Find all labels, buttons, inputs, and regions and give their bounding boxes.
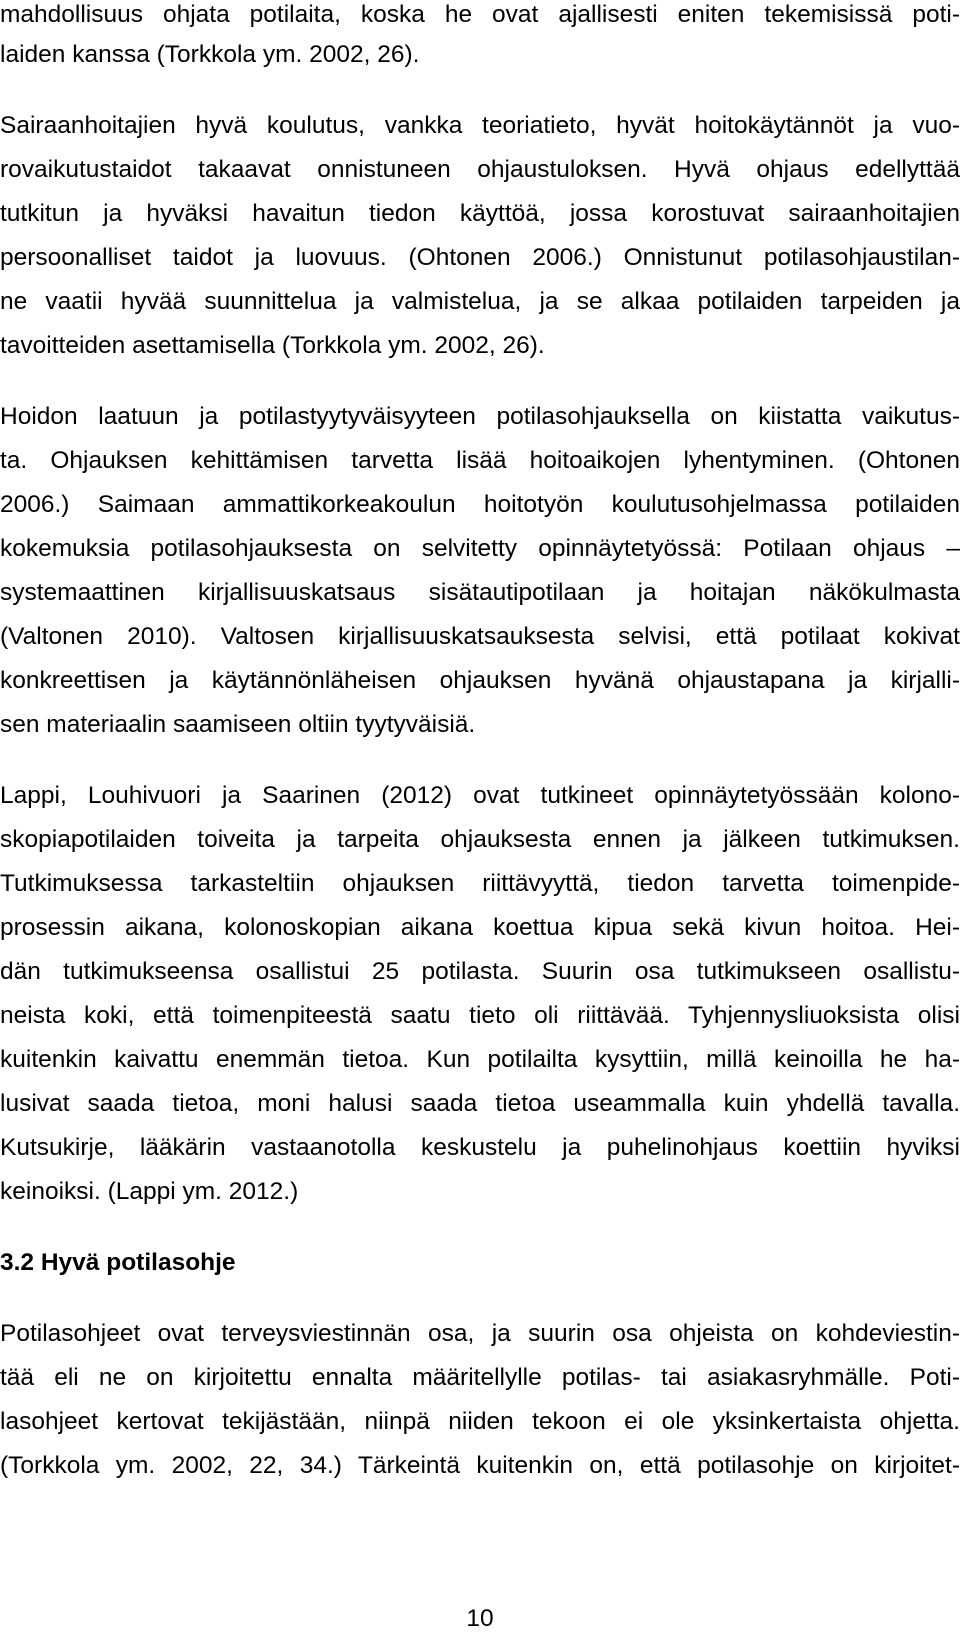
text-line: sen materiaalin saamiseen oltiin tyytyväisiä. [0, 711, 476, 738]
text-line: ta. Ohjauksen kehittämisen tarvetta lisää hoitoaikojen lyhentyminen. (Ohtonen [0, 447, 960, 474]
text-line: kokemuksia potilasohjauksesta on selvitetty opinnäytetyössä: Potilaan ohjaus – [0, 535, 960, 562]
text-line: konkreettisen ja käytännönläheisen ohjauksen hyvänä ohjaustapana ja kirjalli- [0, 667, 960, 694]
section-heading: 3.2 Hyvä potilasohje [0, 1249, 236, 1276]
text-line: (Torkkola ym. 2002, 22, 34.) Tärkeintä kuitenkin on, että potilasohje on kirjoitet- [0, 1452, 960, 1479]
text-line: ne vaatii hyvää suunnittelua ja valmistelua, ja se alkaa potilaiden tarpeiden ja [0, 288, 960, 315]
text-line: neista koki, että toimenpiteestä saatu tieto oli riittävää. Tyhjennysliuoksista olisi [0, 1002, 960, 1029]
text-line: rovaikutustaidot takaavat onnistuneen ohjaustuloksen. Hyvä ohjaus edellyttää [0, 156, 960, 183]
text-line: skopiapotilaiden toiveita ja tarpeita ohjauksesta ennen ja jälkeen tutkimuksen. [0, 826, 960, 853]
text-line: tavoitteiden asettamisella (Torkkola ym. 2002, 26). [0, 332, 545, 359]
text-line: 2006.) Saimaan ammattikorkeakoulun hoitotyön koulutusohjelmassa potilaiden [0, 491, 960, 518]
text-line: (Valtonen 2010). Valtosen kirjallisuuskatsauksesta selvisi, että potilaat kokivat [0, 623, 960, 650]
text-line: dän tutkimukseensa osallistui 25 potilasta. Suurin osa tutkimukseen osallistu- [0, 958, 960, 985]
text-line: Sairaanhoitajien hyvä koulutus, vankka teoriatieto, hyvät hoitokäytännöt ja vuo- [0, 112, 960, 139]
text-line: Kutsukirje, lääkärin vastaanotolla keskustelu ja puhelinohjaus koettiin hyviksi [0, 1134, 960, 1161]
text-line: Lappi, Louhivuori ja Saarinen (2012) ovat tutkineet opinnäytetyössään kolono- [0, 782, 960, 809]
text-line: persoonalliset taidot ja luovuus. (Ohtonen 2006.) Onnistunut potilasohjaustilan- [0, 244, 960, 271]
text-line: kuitenkin kaivattu enemmän tietoa. Kun potilailta kysyttiin, millä keinoilla he ha- [0, 1046, 960, 1073]
text-line: mahdollisuus ohjata potilaita, koska he ovat ajallisesti eniten tekemisissä poti- [0, 1, 960, 28]
text-line: tutkitun ja hyväksi havaitun tiedon käyttöä, jossa korostuvat sairaanhoitajien [0, 200, 960, 227]
page-number: 10 [466, 1605, 494, 1632]
text-line: lusivat saada tietoa, moni halusi saada tietoa useammalla kuin yhdellä tavalla. [0, 1090, 960, 1117]
text-line: keinoiksi. (Lappi ym. 2012.) [0, 1178, 299, 1205]
text-line: Tutkimuksessa tarkasteltiin ohjauksen riittävyyttä, tiedon tarvetta toimenpide- [0, 870, 960, 897]
text-line: prosessin aikana, kolonoskopian aikana koettua kipua sekä kivun hoitoa. Hei- [0, 914, 960, 941]
text-line: tää eli ne on kirjoitettu ennalta määritellylle potilas- tai asiakasryhmälle. Poti- [0, 1364, 960, 1391]
text-line: laiden kanssa (Torkkola ym. 2002, 26). [0, 41, 420, 68]
text-line: Potilasohjeet ovat terveysviestinnän osa, ja suurin osa ohjeista on kohdeviestin- [0, 1320, 960, 1347]
text-line: Hoidon laatuun ja potilastyytyväisyyteen potilasohjauksella on kiistatta vaikutus- [0, 403, 960, 430]
text-line: lasohjeet kertovat tekijästään, niinpä niiden tekoon ei ole yksinkertaista ohjetta. [0, 1408, 960, 1435]
text-line: systemaattinen kirjallisuuskatsaus sisätautipotilaan ja hoitajan näkökulmasta [0, 579, 960, 606]
